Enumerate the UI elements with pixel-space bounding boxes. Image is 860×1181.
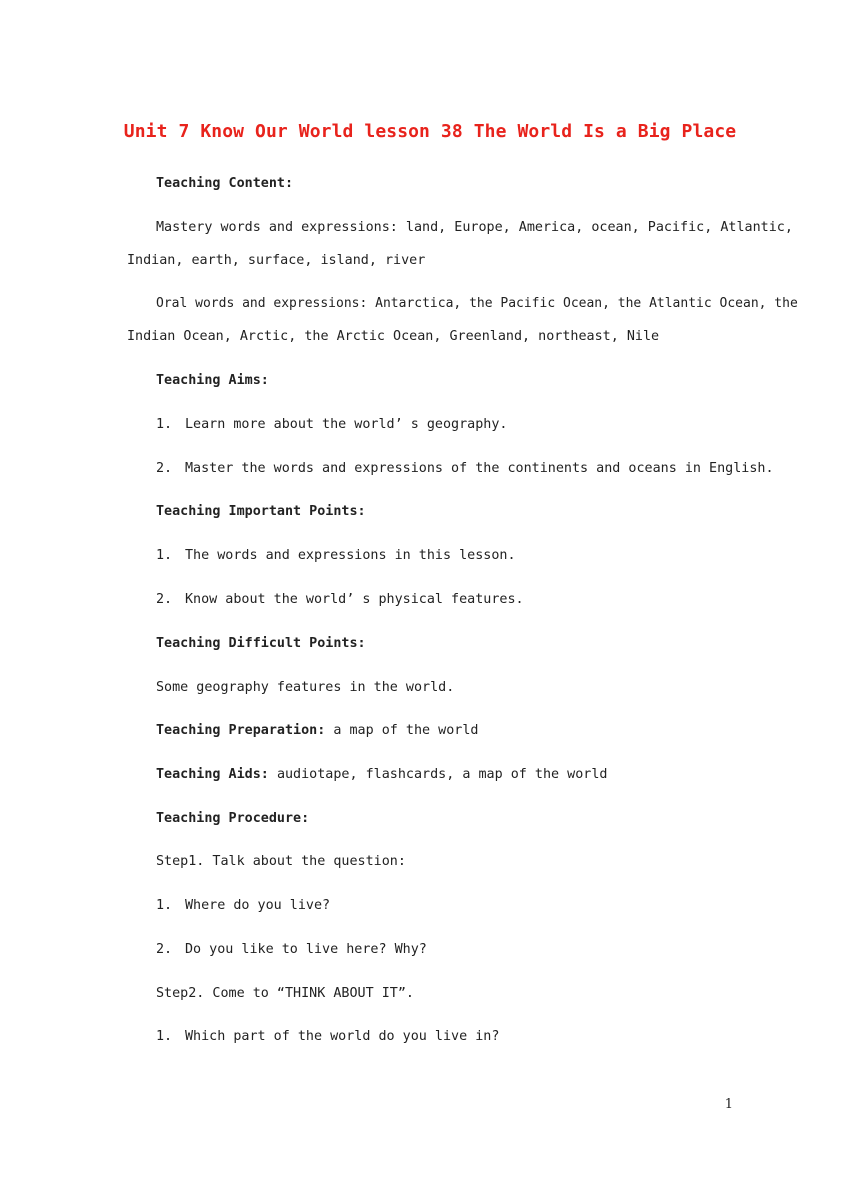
step2-item-1-number: 1. — [156, 1029, 173, 1044]
procedure-heading: Teaching Procedure: — [156, 811, 310, 826]
aims-item-2-number: 2. — [156, 461, 173, 476]
step1-item-1-text: Where do you live? — [185, 898, 331, 913]
aims-item-1 — [156, 417, 507, 432]
aims-item-2 — [156, 461, 774, 476]
important-points-heading: Teaching Important Points: — [156, 504, 366, 519]
preparation-line — [156, 723, 479, 738]
step1-item-2 — [156, 942, 427, 957]
aids-line — [156, 767, 607, 782]
preparation-text: a map of the world — [333, 723, 479, 738]
mastery-words-line-1: Mastery words and expressions: land, Europe, America, ocean, Pacific, Atlantic, — [156, 220, 793, 235]
step1-item-1-number: 1. — [156, 898, 173, 913]
step2-item-1-text: Which part of the world do you live in? — [185, 1029, 500, 1044]
aids-label: Teaching Aids: — [156, 767, 269, 782]
aims-item-1-number: 1. — [156, 417, 173, 432]
difficult-points-heading: Teaching Difficult Points: — [156, 636, 366, 651]
preparation-label: Teaching Preparation: — [156, 723, 326, 738]
important-item-1-number: 1. — [156, 548, 173, 563]
page-number: 1 — [724, 1097, 733, 1112]
mastery-words-line-2: Indian, earth, surface, island, river — [127, 253, 426, 268]
important-item-2 — [156, 592, 524, 607]
oral-words-line-2: Indian Ocean, Arctic, the Arctic Ocean, Greenland, northeast, Nile — [127, 329, 660, 344]
step1-item-2-text: Do you like to live here? Why? — [185, 942, 427, 957]
step1-text: Step1. Talk about the question: — [156, 854, 406, 869]
teaching-content-heading: Teaching Content: — [156, 176, 294, 191]
important-item-2-number: 2. — [156, 592, 173, 607]
aims-item-2-text: Master the words and expressions of the continents and oceans in English. — [185, 461, 774, 476]
step1-item-2-number: 2. — [156, 942, 173, 957]
important-item-1-text: The words and expressions in this lesson. — [185, 548, 516, 563]
step2-item-1 — [156, 1029, 499, 1044]
important-item-1 — [156, 548, 516, 563]
page-title: Unit 7 Know Our World lesson 38 The World Is a Big Place — [123, 121, 737, 142]
oral-words-line-1: Oral words and expressions: Antarctica, the Pacific Ocean, the Atlantic Ocean, the — [156, 296, 798, 311]
difficult-points-text: Some geography features in the world. — [156, 680, 455, 695]
step2-text: Step2. Come to “THINK ABOUT IT”. — [156, 986, 414, 1001]
teaching-aims-heading: Teaching Aims: — [156, 373, 269, 388]
important-item-2-text: Know about the world’ s physical features. — [185, 592, 524, 607]
aims-item-1-text: Learn more about the world’ s geography. — [185, 417, 508, 432]
step1-item-1 — [156, 898, 330, 913]
aids-text: audiotape, flashcards, a map of the world — [276, 767, 608, 782]
